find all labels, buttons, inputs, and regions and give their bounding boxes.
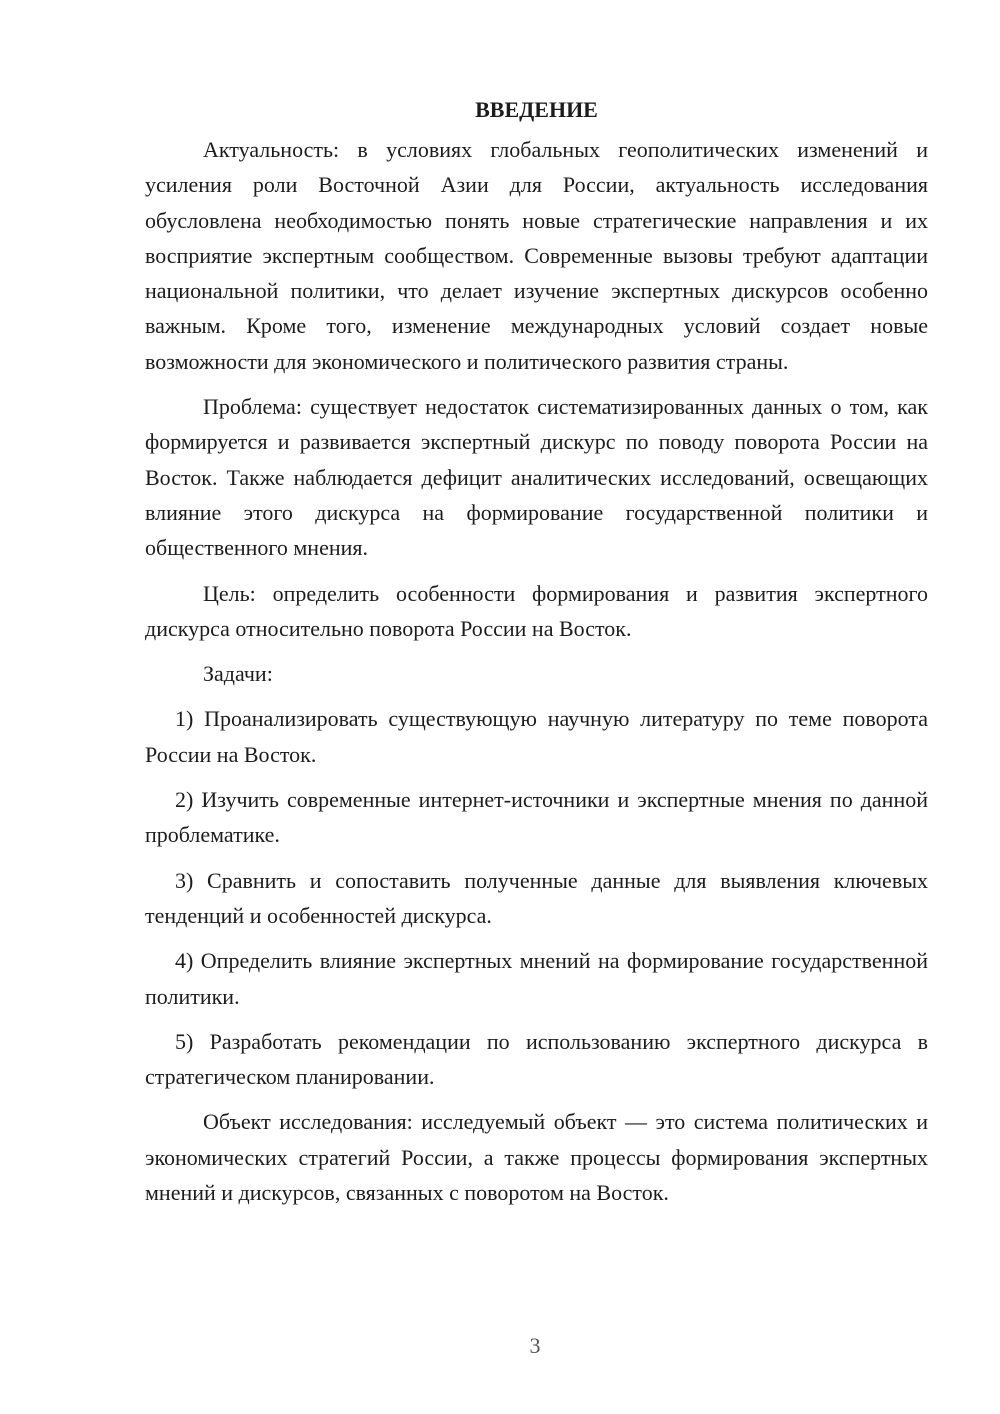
page-content [145, 92, 928, 1220]
problem-paragraph: Проблема: существует недостаток систематизированных данных о том, как формируется и развивается экспертный дискурс по поводу поворота России на Восток. Также наблюдается дефицит аналитических исследований, освещающих влияние этого дискурса на формирование государственной политики и общественного мнения. [145, 394, 928, 561]
page-title: ВВЕДЕНИЕ [475, 97, 598, 122]
relevance-paragraph: Актуальность: в условиях глобальных геополитических изменений и усиления роли Восточной Азии для России, актуальность исследования обусловлена необходимостью понять новые стратегические направления и их восприятие экспертным сообществом. Современные вызовы требуют адаптации национальной политики, что делает изучение экспертных дискурсов особенно важным. Кроме того, изменение международных условий создает новые возможности для экономического и политического развития страны. [145, 137, 928, 374]
task-item-2: 2) Изучить современные интернет-источники и экспертные мнения по данной проблематике. [145, 787, 928, 848]
task-item-4: 4) Определить влияние экспертных мнений на формирование государственной политики. [145, 948, 928, 1009]
goal-paragraph: Цель: определить особенности формирования и развития экспертного дискурса относительно поворота России на Восток. [145, 580, 928, 641]
tasks-label: Задачи: [203, 661, 273, 687]
task-item-3: 3) Сравнить и сопоставить полученные данные для выявления ключевых тенденций и особенностей дискурса. [145, 867, 928, 928]
task-item-5: 5) Разработать рекомендации по использованию экспертного дискурса в стратегическом планировании. [145, 1028, 928, 1090]
object-paragraph: Объект исследования: исследуемый объект — это система политических и экономических стратегий России, а также процессы формирования экспертных мнений и дискурсов, связанных с поворотом на Восток. [145, 1109, 928, 1206]
task-item-1: 1) Проанализировать существующую научную литературу по теме поворота России на Восток. [145, 706, 928, 767]
page-number: 3 [529, 1333, 541, 1358]
